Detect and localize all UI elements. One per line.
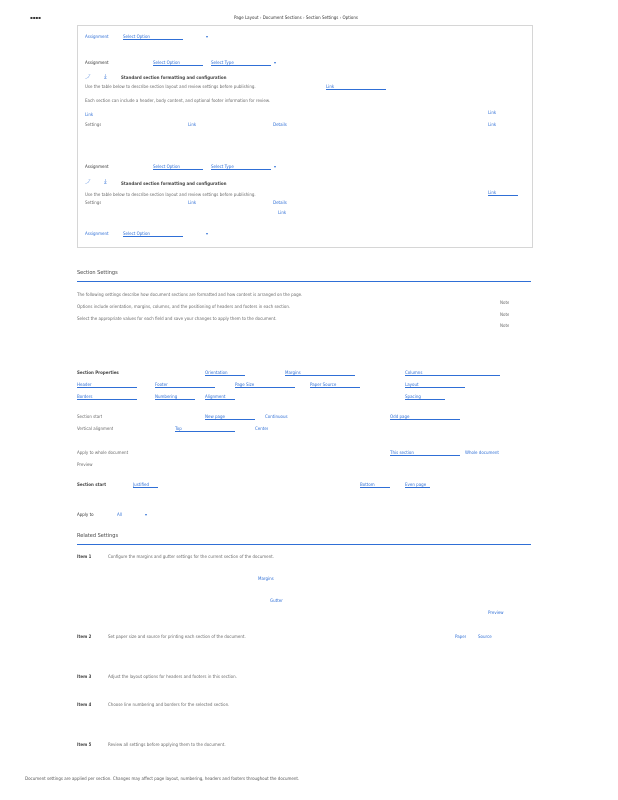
row-label: Vertical alignment <box>77 426 114 431</box>
link-icon[interactable]: ⤴ <box>85 179 92 185</box>
block-link[interactable]: Details <box>273 122 287 127</box>
item-label: Item 2 <box>77 634 92 639</box>
download-icon[interactable]: ⤓ <box>104 179 107 185</box>
section-paragraph: Select the appropriate values for each field and save your changes to apply them to the document. <box>77 316 277 321</box>
chevron-down-icon[interactable]: ▾ <box>145 512 148 517</box>
item-text: Choose line numbering and borders for the selected section. <box>108 702 230 707</box>
block-link[interactable]: Link <box>188 122 197 127</box>
row-link[interactable]: Whole document <box>465 450 499 455</box>
option-select[interactable]: Select Option <box>123 34 183 40</box>
note: Note <box>500 300 510 305</box>
block-text: Settings <box>85 122 102 127</box>
item-link[interactable]: Preview <box>488 610 504 615</box>
chevron-down-icon[interactable]: ▾ <box>274 60 277 65</box>
note: Note <box>500 323 510 328</box>
row-link[interactable]: Top <box>175 426 235 432</box>
row-link[interactable]: Odd page <box>390 414 460 420</box>
chevron-down-icon[interactable]: ▾ <box>206 34 209 39</box>
field-link[interactable]: Margins <box>285 370 355 376</box>
section-title: Related Settings <box>77 533 119 539</box>
block-link[interactable]: Details <box>273 200 287 205</box>
top-panel <box>77 25 533 248</box>
section-divider <box>77 544 531 545</box>
item-text: Set paper size and source for printing each section of the document. <box>108 634 246 639</box>
field-link[interactable]: Page Size <box>235 382 295 388</box>
link-icon[interactable]: ⤴ <box>85 74 92 80</box>
item-link[interactable]: Gutter <box>270 598 283 603</box>
chevron-down-icon[interactable]: ▾ <box>274 164 277 169</box>
item-label: Item 5 <box>77 742 92 747</box>
assignment-label: Assignment <box>85 164 109 169</box>
field-link[interactable]: Columns <box>405 370 500 376</box>
item-label: Item 3 <box>77 674 92 679</box>
field-link[interactable]: Alignment <box>205 394 235 400</box>
footer-text: Document settings are applied per section. Changes may affect page layout, numbering, headers and footers throughout the document. <box>25 776 300 781</box>
row-link[interactable]: Even page <box>405 482 430 488</box>
section-paragraph: The following settings describe how document sections are formatted and how content is arranged on the page. <box>77 292 303 297</box>
option-select[interactable]: Select Option <box>153 60 203 66</box>
row-link[interactable]: Center <box>255 426 269 431</box>
block-link[interactable]: Link <box>85 112 94 117</box>
block-link[interactable]: Link <box>488 122 497 127</box>
item-link[interactable]: Paper <box>455 634 467 639</box>
row-link[interactable]: New page <box>205 414 255 420</box>
section-title: Section Settings <box>77 270 118 276</box>
breadcrumb-item[interactable]: Section Settings <box>305 15 339 20</box>
row-link[interactable]: This section <box>390 450 460 456</box>
section-paragraph: Options include orientation, margins, columns, and the positioning of headers and footers in each section. <box>77 304 291 309</box>
field-link[interactable]: Borders <box>77 394 137 400</box>
breadcrumb-item[interactable]: Page Layout <box>234 15 259 20</box>
note: Note <box>500 312 510 317</box>
chevron-down-icon[interactable]: ▾ <box>206 231 209 236</box>
field-link[interactable]: Numbering <box>155 394 195 400</box>
assignment-label[interactable]: Assignment <box>85 231 109 236</box>
item-text: Configure the margins and gutter settings for the current section of the document. <box>108 554 274 559</box>
breadcrumb-item[interactable]: Options <box>342 15 358 20</box>
field-link[interactable]: Footer <box>155 382 215 388</box>
field-link[interactable]: Orientation <box>205 370 245 376</box>
fields-label: Section Properties <box>77 370 119 375</box>
block-heading: Standard section formatting and configuration <box>121 75 227 80</box>
option-select[interactable]: Select Option <box>153 164 203 170</box>
apply-to-label: Apply to <box>77 512 94 517</box>
row-label: Preview <box>77 462 93 467</box>
field-link[interactable]: Layout <box>405 382 465 388</box>
block-heading: Standard section formatting and configuration <box>121 181 227 186</box>
field-link[interactable]: Spacing <box>405 394 445 400</box>
type-select[interactable]: Select Type <box>211 60 271 66</box>
row-label: Apply to whole document <box>77 450 129 455</box>
block-text: Each section can include a header, body content, and optional footer information for review. <box>85 98 271 103</box>
item-text: Adjust the layout options for headers and footers in this section. <box>108 674 237 679</box>
row-label: Section start <box>77 414 103 419</box>
block-link[interactable]: Link <box>278 210 287 215</box>
block-text: Use the table below to describe section layout and review settings before publishing. <box>85 84 256 89</box>
item-text: Review all settings before applying them to the document. <box>108 742 226 747</box>
block-text: Settings <box>85 200 102 205</box>
item-label: Item 4 <box>77 702 92 707</box>
row-link[interactable]: Justified <box>133 482 158 488</box>
breadcrumb-item[interactable]: Document Sections <box>262 15 302 20</box>
type-select[interactable]: Select Type <box>211 164 271 170</box>
item-link[interactable]: Margins <box>258 576 274 581</box>
field-link[interactable]: Header <box>77 382 137 388</box>
assignment-label[interactable]: Assignment <box>85 34 109 39</box>
apply-to-select[interactable]: All <box>117 512 122 517</box>
breadcrumb: Page Layout › Document Sections › Section Settings › Options <box>234 15 358 20</box>
option-select[interactable]: Select Option <box>123 231 183 237</box>
field-link[interactable]: Paper Source <box>310 382 360 388</box>
block-link[interactable]: Link <box>488 190 518 196</box>
block-link[interactable]: Link <box>326 84 386 90</box>
block-text: Use the table below to describe section layout and review settings before publishing. <box>85 192 256 197</box>
block-link[interactable]: Link <box>488 110 497 115</box>
logo: ▪▪▪▪ <box>30 15 41 20</box>
row-label: Section start <box>77 482 107 487</box>
assignment-label: Assignment <box>85 60 109 65</box>
item-label: Item 1 <box>77 554 92 559</box>
item-link[interactable]: Source <box>478 634 492 639</box>
download-icon[interactable]: ⤓ <box>104 74 107 80</box>
block-link[interactable]: Link <box>188 200 197 205</box>
row-link[interactable]: Continuous <box>265 414 288 419</box>
row-link[interactable]: Bottom <box>360 482 390 488</box>
section-divider <box>77 281 531 282</box>
